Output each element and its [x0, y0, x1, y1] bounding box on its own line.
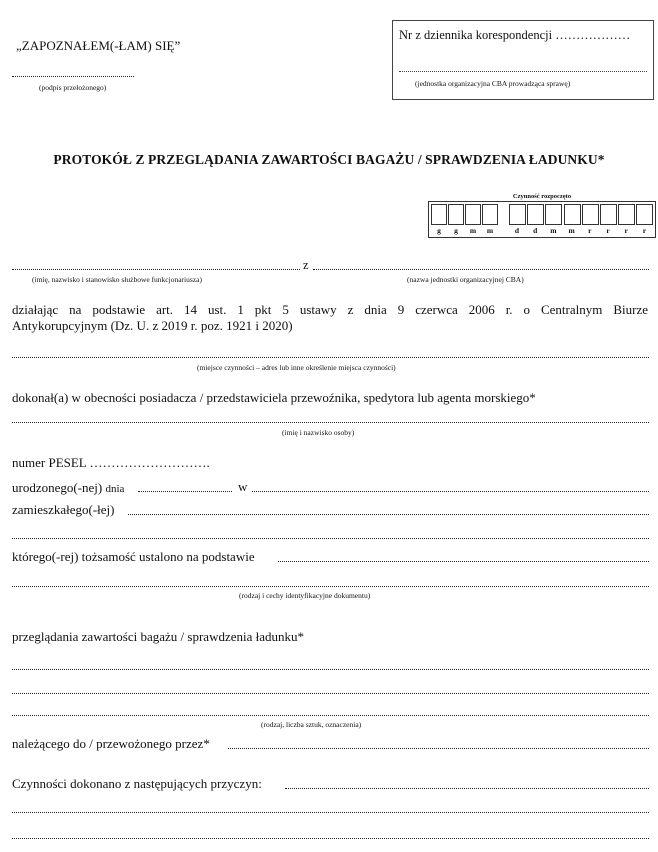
- inspection-field-2[interactable]: [12, 693, 649, 694]
- start-grid-cell[interactable]: [545, 204, 562, 225]
- reasons-field-2[interactable]: [12, 812, 649, 813]
- start-box-caption: Czynność rozpoczęto: [512, 193, 572, 200]
- residence-field[interactable]: [128, 514, 649, 515]
- start-grid-cell[interactable]: [527, 204, 544, 225]
- legal-basis-line-2: Antykorupcyjnym (Dz. U. z 2019 r. poz. 1921 i 2020): [12, 318, 293, 333]
- start-grid-letter: r: [606, 226, 610, 235]
- pesel-row: [12, 455, 210, 471]
- start-grid-letter: m: [486, 226, 494, 235]
- identity-field[interactable]: [278, 561, 649, 562]
- unit-field[interactable]: [399, 71, 647, 72]
- start-grid[interactable]: [428, 201, 656, 238]
- start-grid-cell[interactable]: [582, 204, 599, 225]
- start-grid-letter: m: [550, 226, 557, 235]
- supervisor-signature-field[interactable]: [12, 76, 134, 77]
- correspondence-label: Nr z dziennika korespondencji ………………: [399, 28, 631, 42]
- officer-caption: (imię, nazwisko i stanowisko służbowe funkcjonariusza): [32, 275, 202, 284]
- performed-text: dokonał(a) w obecności posiadacza / przedstawiciela przewoźnika, spedytora lub agenta morskiego*: [12, 390, 536, 405]
- start-grid-cell[interactable]: [448, 204, 464, 225]
- person-name-field[interactable]: [12, 422, 649, 423]
- start-grid-cell[interactable]: [431, 204, 447, 225]
- supervisor-signature-caption: (podpis przełożonego): [39, 83, 107, 92]
- legal-basis-line-1: działając na podstawie art. 14 ust. 1 pkt 5 ustawy z dnia 9 czerwca 2006 r. o Centralnym Biurze: [12, 302, 648, 317]
- start-grid-cell[interactable]: [509, 204, 526, 225]
- place-field[interactable]: [12, 357, 649, 358]
- born-row: [12, 480, 124, 497]
- start-grid-cell[interactable]: [636, 204, 653, 225]
- residence-field-2[interactable]: [12, 538, 649, 539]
- officer-name-field[interactable]: [12, 269, 300, 270]
- identity-label: którego(-rej) tożsamość ustalono na podstawie: [12, 549, 255, 564]
- start-grid-letter: m: [469, 226, 477, 235]
- identity-field-2[interactable]: [12, 586, 649, 587]
- inspection-field-1[interactable]: [12, 669, 649, 670]
- identity-caption: (rodzaj i cechy identyfikacyjne dokumentu): [239, 591, 371, 600]
- born-label: urodzonego(-nej): [12, 480, 103, 495]
- reasons-label: Czynności dokonano z następujących przyczyn:: [12, 776, 262, 791]
- born-date-field[interactable]: [138, 491, 232, 492]
- start-grid-letter: r: [588, 226, 592, 235]
- start-grid-letter: r: [624, 226, 628, 235]
- unit-caption: (jednostka organizacyjna CBA prowadząca sprawę): [415, 79, 571, 88]
- born-day-label: dnia: [105, 483, 125, 495]
- start-box: [428, 192, 656, 238]
- place-caption: (miejsce czynności – adres lub inne określenie miejsca czynności): [197, 363, 396, 372]
- person-name-caption: (imię i nazwisko osoby): [282, 428, 355, 437]
- residence-label: zamieszkałego(-łej): [12, 502, 115, 517]
- born-in-label: w: [238, 479, 248, 494]
- start-grid-letter: g: [454, 226, 458, 235]
- start-grid-cell[interactable]: [564, 204, 581, 225]
- officer-unit-field[interactable]: [313, 269, 649, 270]
- officer-connector: z: [303, 258, 309, 272]
- inspection-field-3[interactable]: [12, 715, 649, 716]
- correspondence-number-field[interactable]: ………………: [555, 28, 631, 42]
- unit-name-caption: (nazwa jednostki organizacyjnej CBA): [407, 275, 524, 284]
- start-grid-cell[interactable]: [465, 204, 481, 225]
- inspection-label: przeglądania zawartości bagażu / sprawdzenia ładunku*: [12, 629, 305, 644]
- inspection-caption: (rodzaj, liczba sztuk, oznaczenia): [261, 720, 362, 729]
- born-place-field[interactable]: [252, 491, 649, 492]
- owned-field[interactable]: [228, 748, 649, 749]
- start-grid-cell[interactable]: [482, 204, 498, 225]
- start-grid-letter: g: [437, 226, 441, 235]
- start-grid-letter: d: [533, 226, 538, 235]
- start-grid-cell[interactable]: [618, 204, 635, 225]
- start-grid-letter: r: [642, 226, 647, 235]
- start-grid-letter: m: [568, 226, 575, 235]
- pesel-field[interactable]: ……………………….: [89, 455, 210, 470]
- reasons-field-1[interactable]: [285, 788, 649, 789]
- start-grid-letter: d: [514, 226, 520, 235]
- pesel-label: numer PESEL: [12, 455, 87, 470]
- reasons-field-3[interactable]: [12, 838, 649, 839]
- owned-label: należącego do / przewożonego przez*: [12, 736, 210, 751]
- start-grid-cell[interactable]: [600, 204, 617, 225]
- correspondence-box: [392, 20, 654, 100]
- acknowledged-label: „ZAPOZNAŁEM(-ŁAM) SIĘ”: [16, 38, 181, 53]
- page-title: PROTOKÓŁ Z PRZEGLĄDANIA ZAWARTOŚCI BAGAŻU / SPRAWDZENIA ŁADUNKU*: [53, 152, 605, 167]
